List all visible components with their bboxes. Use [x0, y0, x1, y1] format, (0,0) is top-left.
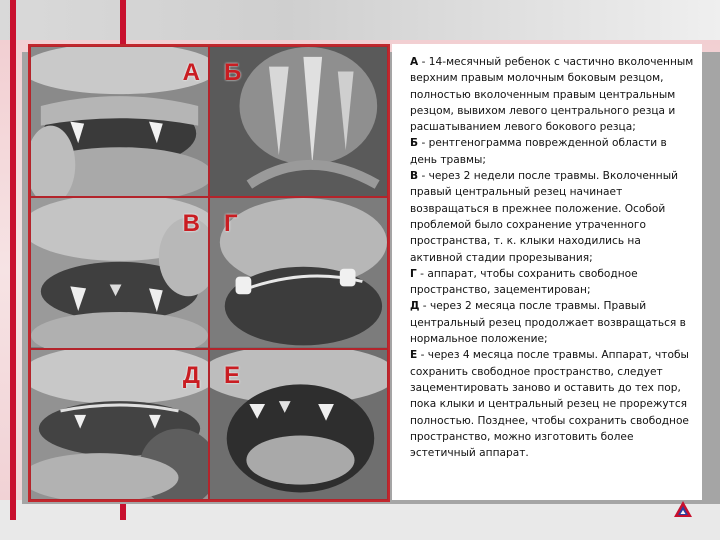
- caption-e: Е - через 4 месяца после травмы. Аппарат, чтобы сохранить свободное пространство, следует зацементировать заново и оставить до тех пор, пока клыки и центральный резец не прорежутся полностью. Позднее, чтобы сохранить свободное пространство, можно изготовить более эстетичный аппарат.: [410, 349, 689, 460]
- photo-panel-v: [30, 197, 209, 348]
- panel-label-v: В: [182, 210, 200, 238]
- photo-panel-d: [30, 349, 209, 500]
- caption-b: Б - рентгенограмма поврежденной области в день травмы;: [410, 137, 667, 166]
- caption-v: В - через 2 недели после травмы. Вколоченный правый центральный резец начинает возвращаться в прежнее положение. Особой проблемой было сохранение утраченного пространства, т. к. клыки находились на активной стадии прорезывания;: [410, 170, 678, 264]
- caption-a: А - 14-месячный ребенок с частично вколоченным верхним правым молочным боковым резцом, полностью вколоченным правым центральным резцом, вывихом левого центрального резца и расшатыванием левого бокового резца;: [410, 56, 694, 134]
- panel-label-g: Г: [224, 210, 238, 238]
- photo-panel-a: [30, 46, 209, 197]
- triangle-logo-icon: [673, 499, 693, 519]
- top-background: [0, 0, 720, 40]
- caption-panel: [392, 44, 702, 500]
- mouth-photo-v: [31, 198, 208, 347]
- photo-grid: [28, 44, 390, 502]
- photo-panel-e: [209, 349, 388, 500]
- panel-label-b: Б: [224, 59, 242, 86]
- panel-label-d: Д: [182, 361, 200, 389]
- red-stripe-left: [10, 0, 16, 520]
- caption-g: Г - аппарат, чтобы сохранить свободное пространство, зацементирован;: [410, 267, 638, 297]
- mouth-photo-a: [31, 47, 208, 196]
- caption-d: Д - через 2 месяца после травмы. Правый центральный резец продолжает возвращаться в нормальное положение;: [410, 300, 686, 346]
- photo-panel-g: [209, 197, 388, 348]
- mouth-photo-d: [31, 350, 208, 499]
- panel-label-a: А: [182, 59, 200, 86]
- caption-text: [410, 54, 696, 461]
- photo-panel-b: [209, 46, 388, 197]
- panel-label-e: Е: [224, 361, 241, 389]
